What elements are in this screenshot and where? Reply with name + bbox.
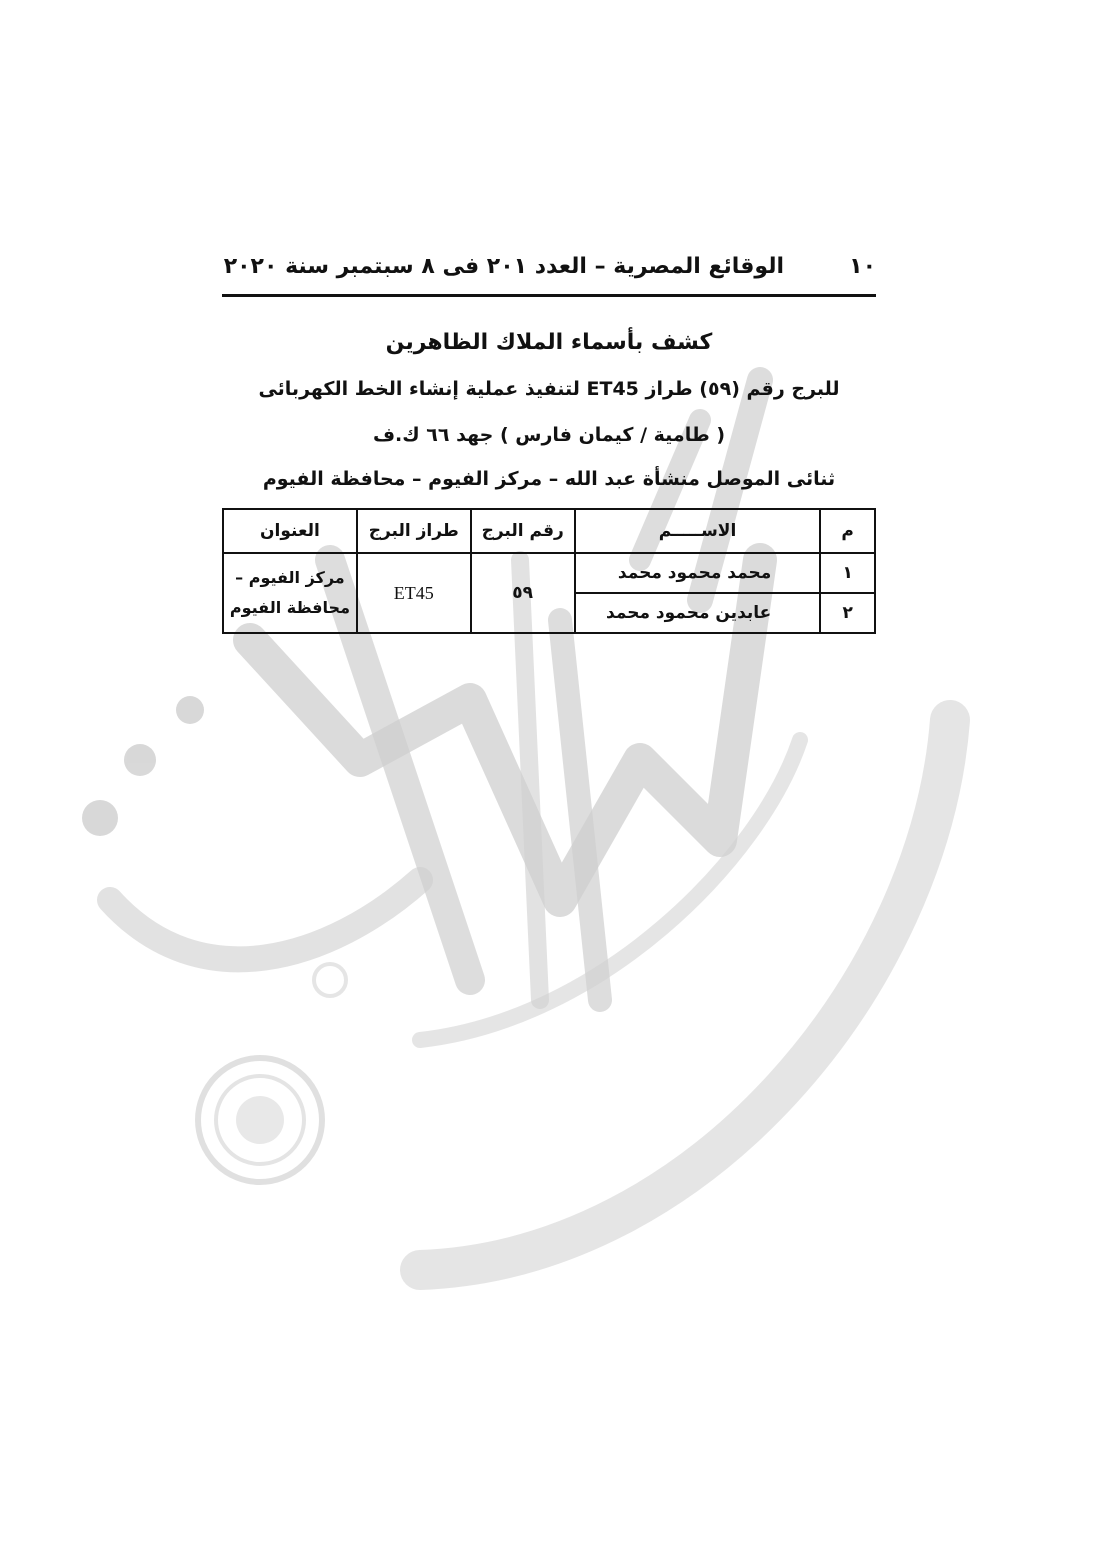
- owner-address: [223, 553, 357, 633]
- owner-name: عابدين محمود محمد: [575, 593, 821, 633]
- subtitle-line: ( طامية / كيمان فارس ) جهد ٦٦ ك.ف: [372, 424, 726, 446]
- subtitle-tower: للبرج رقم (٥٩) طراز ET45 لتنفيذ عملية إنشاء الخط الكهربائى: [258, 378, 840, 400]
- owners-table: [222, 508, 876, 634]
- header-name: الاســـــم: [575, 509, 821, 553]
- tower-number: ٥٩: [471, 553, 575, 633]
- header-rule: [222, 294, 876, 297]
- tower-type: ET45: [357, 553, 471, 633]
- page-number: ١٠: [849, 254, 876, 279]
- address-line-1: مركز الفيوم –: [235, 568, 345, 587]
- owner-name: محمد محمود محمد: [575, 553, 821, 593]
- running-title: الوقائع المصرية – العدد ٢٠١ فى ٨ سبتمبر سنة ٢٠٢٠: [223, 254, 784, 279]
- header-index: م: [820, 509, 875, 553]
- page-header: [222, 250, 876, 290]
- header-address: العنوان: [223, 509, 357, 553]
- table-row: [223, 553, 875, 593]
- header-tower-number: رقم البرج: [471, 509, 575, 553]
- table-header-row: [223, 509, 875, 553]
- row-index: ٢: [820, 593, 875, 633]
- subtitle-location: ثنائى الموصل منشأة عبد الله – مركز الفيوم – محافظة الفيوم: [262, 468, 836, 490]
- document-title: كشف بأسماء الملاك الظاهرين: [385, 330, 713, 355]
- header-tower-type: طراز البرج: [357, 509, 471, 553]
- row-index: ١: [820, 553, 875, 593]
- address-line-2: محافظة الفيوم: [229, 598, 350, 617]
